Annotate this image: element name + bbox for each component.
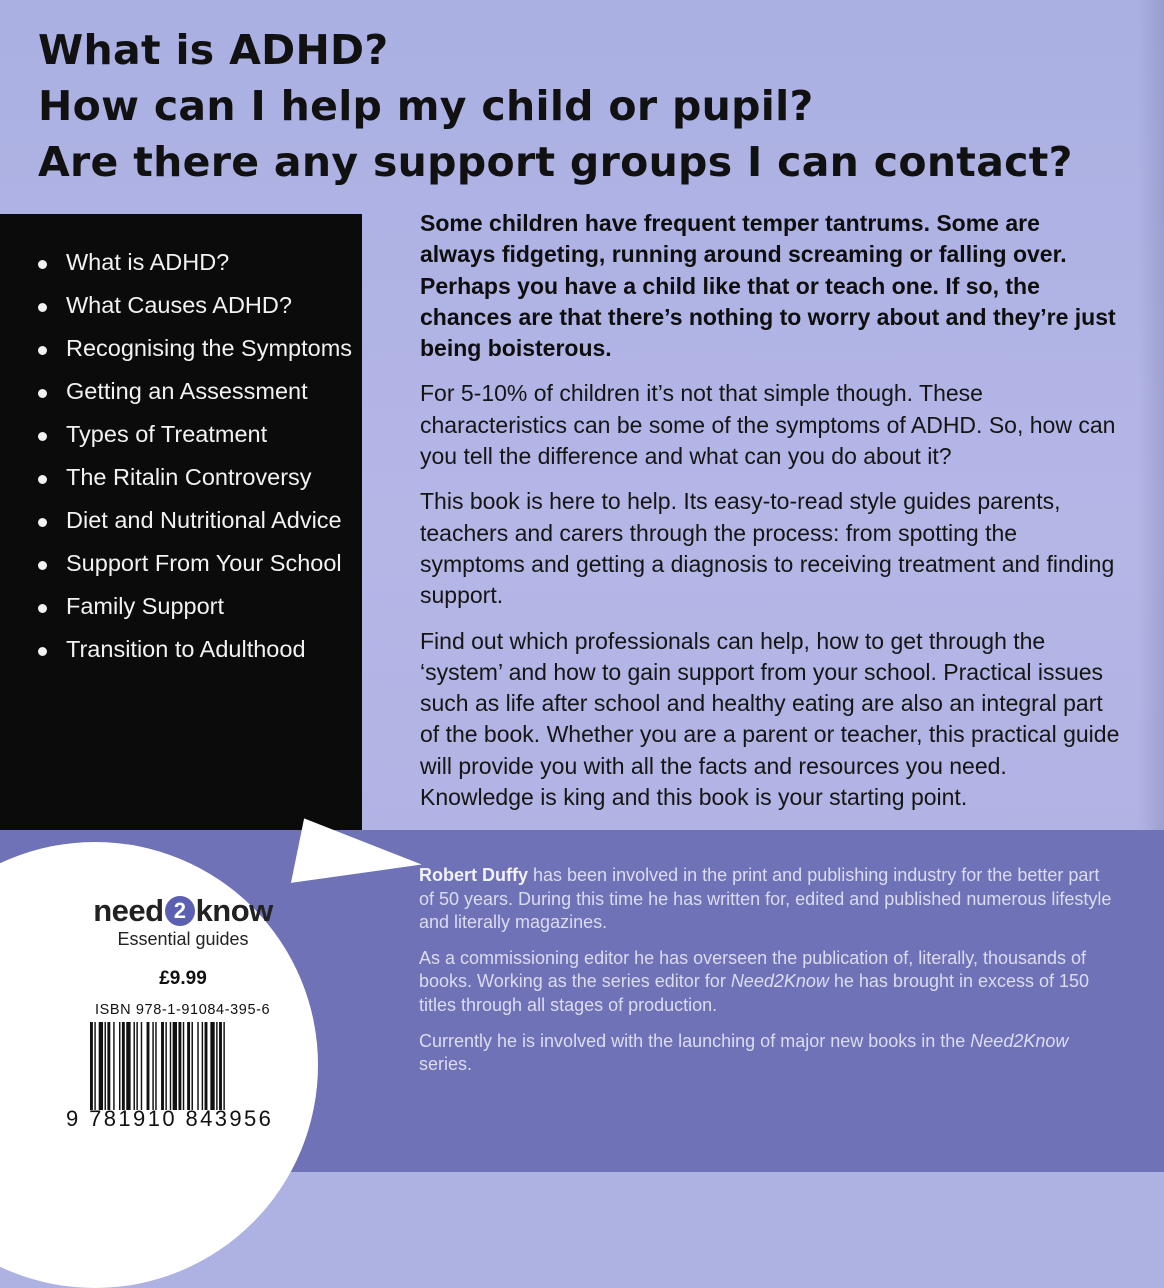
- contents-list: [38, 247, 358, 677]
- barcode-bar: [170, 1022, 171, 1110]
- author-name: Robert Duffy: [419, 865, 528, 885]
- author-bio-paragraph-3: Currently he is involved with the launching of major new books in the Need2Know series.: [419, 1030, 1069, 1075]
- series-name: Need2Know: [970, 1030, 1069, 1051]
- author-bio-paragraph-1: Robert Duffy has been involved in the print and publishing industry for the better part of 50 years. During this time he has written for, edited and published numerous lifestyle and literally magazines.: [419, 865, 1112, 933]
- bullet-icon: [38, 389, 47, 398]
- barcode-bar: [134, 1022, 135, 1110]
- barcode-bar: [90, 1022, 93, 1110]
- blurb-text: [420, 208, 1120, 827]
- barcode-bar: [155, 1022, 156, 1110]
- logo-badge: 2: [165, 896, 195, 926]
- barcode-bar: [197, 1022, 198, 1110]
- bullet-icon: [38, 475, 47, 484]
- barcode-bar: [173, 1022, 177, 1110]
- barcode-bar: [141, 1022, 142, 1110]
- barcode-bar: [210, 1022, 214, 1110]
- bullet-icon: [38, 432, 47, 441]
- barcode-bar: [223, 1022, 224, 1110]
- list-item: Transition to Adulthood: [38, 634, 358, 665]
- bullet-icon: [38, 346, 47, 355]
- blurb-paragraph-2: For 5-10% of children it’s not that simple though. These characteristics can be some of the symptoms of ADHD. So, how can you tell the difference and what can you do about it?: [420, 380, 1116, 470]
- barcode-bar: [152, 1022, 153, 1110]
- barcode-digits: 9 781910 843956: [66, 1106, 274, 1131]
- barcode-bar: [113, 1022, 114, 1110]
- headline-1: What is ADHD?: [38, 26, 389, 74]
- bullet-icon: [38, 561, 47, 570]
- list-item: Diet and Nutritional Advice: [38, 505, 358, 536]
- list-item: The Ritalin Controversy: [38, 462, 358, 493]
- barcode-bar: [136, 1022, 137, 1110]
- barcode-bar: [99, 1022, 103, 1110]
- barcode-bar: [94, 1022, 95, 1110]
- publisher-logo: [52, 893, 314, 950]
- list-item: What is ADHD?: [38, 247, 358, 278]
- blurb-lead-paragraph: Some children have frequent temper tantrums. Some are always fidgeting, running around screaming or falling over. Perhaps you have a child like that or teach one. If so, the chances are that there’s nothing to worry about and they’re just being boisterous.: [420, 210, 1116, 362]
- barcode-bar: [187, 1022, 190, 1110]
- barcode-bar: [105, 1022, 106, 1110]
- barcode-bar: [216, 1022, 217, 1110]
- bullet-icon: [38, 604, 47, 613]
- blurb-paragraph-4: Find out which professionals can help, how to get through the ‘system’ and how to gain support from your school. Practical issues such as life after school and healthy eating are also an integral part of the book. Whether you are a parent or teacher, this practical guide will provide you with all the facts and resources you need. Knowledge is king and this book is your starting point.: [420, 627, 1120, 811]
- barcode-bar: [205, 1022, 208, 1110]
- barcode-bar: [126, 1022, 130, 1110]
- list-item: Support From Your School: [38, 548, 358, 579]
- list-item: Recognising the Symptoms: [38, 333, 358, 364]
- author-bio-paragraph-2: As a commissioning editor he has overseen the publication of, literally, thousands of books. Working as the series editor for Need2Know he has brought in excess of 150 titles through all stages of production.: [419, 947, 1090, 1015]
- headline-2: How can I help my child or pupil?: [38, 82, 814, 130]
- barcode-bar: [147, 1022, 150, 1110]
- barcode-bar: [161, 1022, 164, 1110]
- bullet-icon: [38, 518, 47, 527]
- barcode-bar: [122, 1022, 125, 1110]
- bullet-icon: [38, 647, 47, 656]
- logo-tagline: Essential guides: [117, 929, 249, 949]
- logo-wordmark: need 2 know: [93, 893, 273, 928]
- barcode-bar: [192, 1022, 193, 1110]
- barcode-bar: [219, 1022, 222, 1110]
- barcode-bar: [178, 1022, 181, 1110]
- barcode-image: [90, 1022, 280, 1110]
- list-item: Types of Treatment: [38, 419, 358, 450]
- bullet-icon: [38, 260, 47, 269]
- barcode-bar: [165, 1022, 166, 1110]
- barcode-bar: [119, 1022, 120, 1110]
- barcode-bar: [107, 1022, 110, 1110]
- series-name: Need2Know: [730, 971, 829, 992]
- author-bio: [419, 864, 1119, 1089]
- price-label: £9.99: [159, 968, 207, 989]
- list-item: Getting an Assessment: [38, 376, 358, 407]
- bullet-icon: [38, 303, 47, 312]
- list-item: What Causes ADHD?: [38, 290, 358, 321]
- headline-3: Are there any support groups I can contact?: [38, 138, 1073, 186]
- isbn-label: ISBN 978-1-91084-395-6: [95, 1002, 271, 1018]
- list-item: Family Support: [38, 591, 358, 622]
- headline-block: [38, 22, 1148, 190]
- blurb-paragraph-3: This book is here to help. Its easy-to-read style guides parents, teachers and carers through the process: from spotting the symptoms and getting a diagnosis to receiving treatment and finding support.: [420, 488, 1115, 609]
- barcode-bar: [183, 1022, 184, 1110]
- barcode-bar: [202, 1022, 203, 1110]
